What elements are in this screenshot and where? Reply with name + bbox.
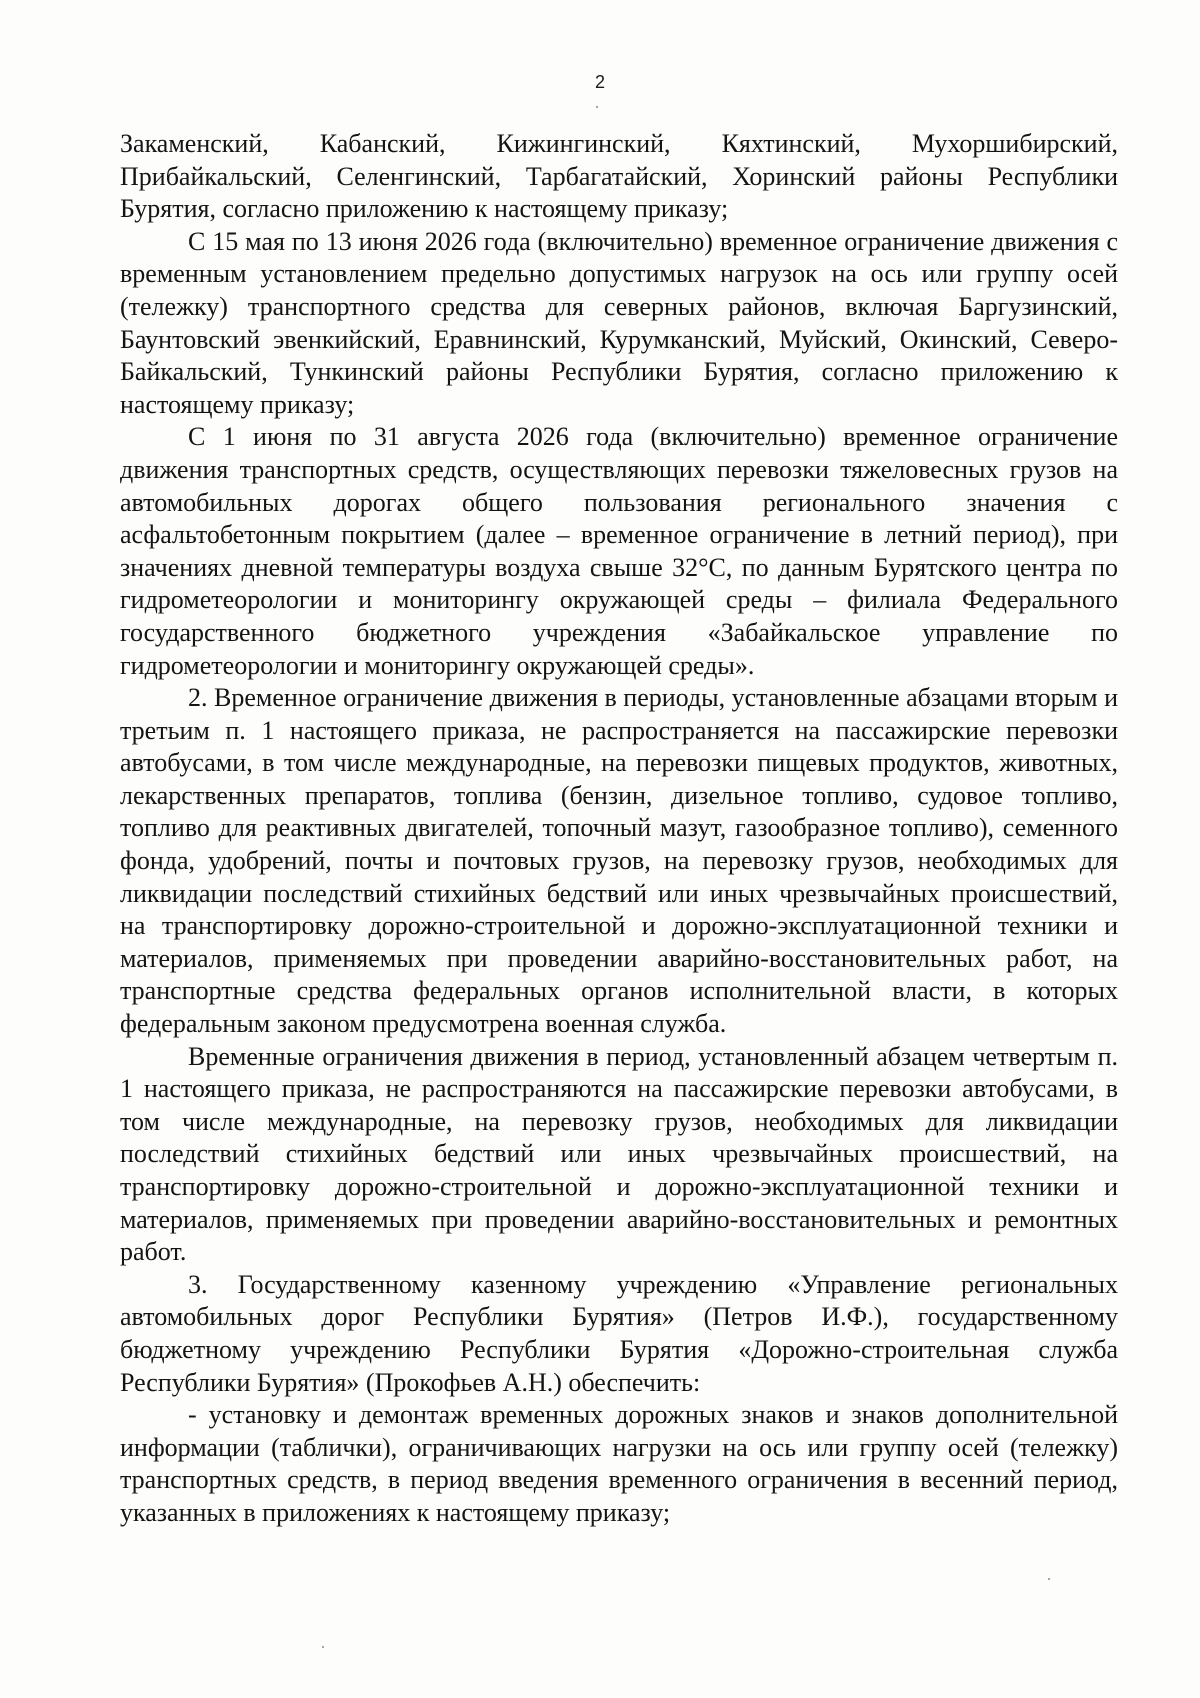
scan-speck: [322, 1646, 324, 1648]
scan-speck: [596, 106, 598, 108]
paragraph-item-3: 3. Государственному казенному учреждению «Управление региональных автомобильных дорог Республики Бурятия» (Петров И.Ф.), государственному бюджетному учреждению Республики Бурятия «Дорожно-строительная служба Республики Бурятия» (Прокофьев А.Н.) обеспечить:: [120, 1269, 1118, 1397]
scan-speck: [1048, 1578, 1050, 1580]
paragraph-summer-exemptions: Временные ограничения движения в период, установленный абзацем четвертым п. 1 настоящего приказа, не распространяются на пассажирские перевозки автобусами, в том числе международные, на перевозку грузов, необходимых для ликвидации последствий стихийных бедствий или иных чрезвычайных происшествий, на транспортировку дорожно-строительной и дорожно-эксплуатационной техники и материалов, применяемых при проведении аварийно-восстановительных и ремонтных работ.: [120, 1041, 1118, 1267]
document-body: [120, 128, 1118, 1530]
paragraph-item-2: 2. Временное ограничение движения в периоды, установленные абзацами вторым и третьим п. 1 настоящего приказа, не распространяется на пассажирские перевозки автобусами, в том числе международные, на перевозки пищевых продуктов, животных, лекарственных препаратов, топлива (бензин, дизельное топливо, судовое топливо, топливо для реактивных двигателей, топочный мазут, газообразное топливо), семенного фонда, удобрений, почты и почтовых грузов, на перевозку грузов, необходимых для ликвидации последствий стихийных бедствий или иных чрезвычайных происшествий, на транспортировку дорожно-строительной и дорожно-эксплуатационной техники и материалов, применяемых при проведении аварийно-восстановительных работ, на транспортные средства федеральных органов исполнительной власти, в которых федеральным законом предусмотрена военная служба.: [120, 683, 1118, 1039]
paragraph-districts-continuation: Закаменский, Кабанский, Кижингинский, Кяхтинский, Мухоршибирский, Прибайкальский, Селенгинский, Тарбагатайский, Хоринский районы Республики Бурятия, согласно приложению к настоящему приказу;: [120, 129, 1118, 224]
paragraph-northern-districts: С 15 мая по 13 июня 2026 года (включительно) временное ограничение движения с временным установлением предельно допустимых нагрузок на ось или группу осей (тележку) транспортного средства для северных районов, включая Баргузинский, Баунтовский эвенкийский, Еравнинский, Курумканский, Муйский, Окинский, Северо-Байкальский, Тункинский районы Республики Бурятия, согласно приложению к настоящему приказу;: [120, 226, 1118, 419]
list-item-sign-installation: - установку и демонтаж временных дорожных знаков и знаков дополнительной информации (таблички), ограничивающих нагрузки на ось или группу осей (тележку) транспортных средств, в период введения временного ограничения в весенний период, указанных в приложениях к настоящему приказу;: [120, 1400, 1118, 1527]
page-number: 2: [594, 72, 605, 92]
paragraph-summer-restriction: С 1 июня по 31 августа 2026 года (включительно) временное ограничение движения транспортных средств, осуществляющих перевозки тяжеловесных грузов на автомобильных дорогах общего пользования регионального значения с асфальтобетонным покрытием (далее – временное ограничение в летний период), при значениях дневной температуры воздуха свыше 32°С, по данным Бурятского центра по гидрометеорологии и мониторингу окружающей среды – филиала Федерального государственного бюджетного учреждения «Забайкальское управление по гидрометеорологии и мониторингу окружающей среды».: [120, 422, 1118, 680]
